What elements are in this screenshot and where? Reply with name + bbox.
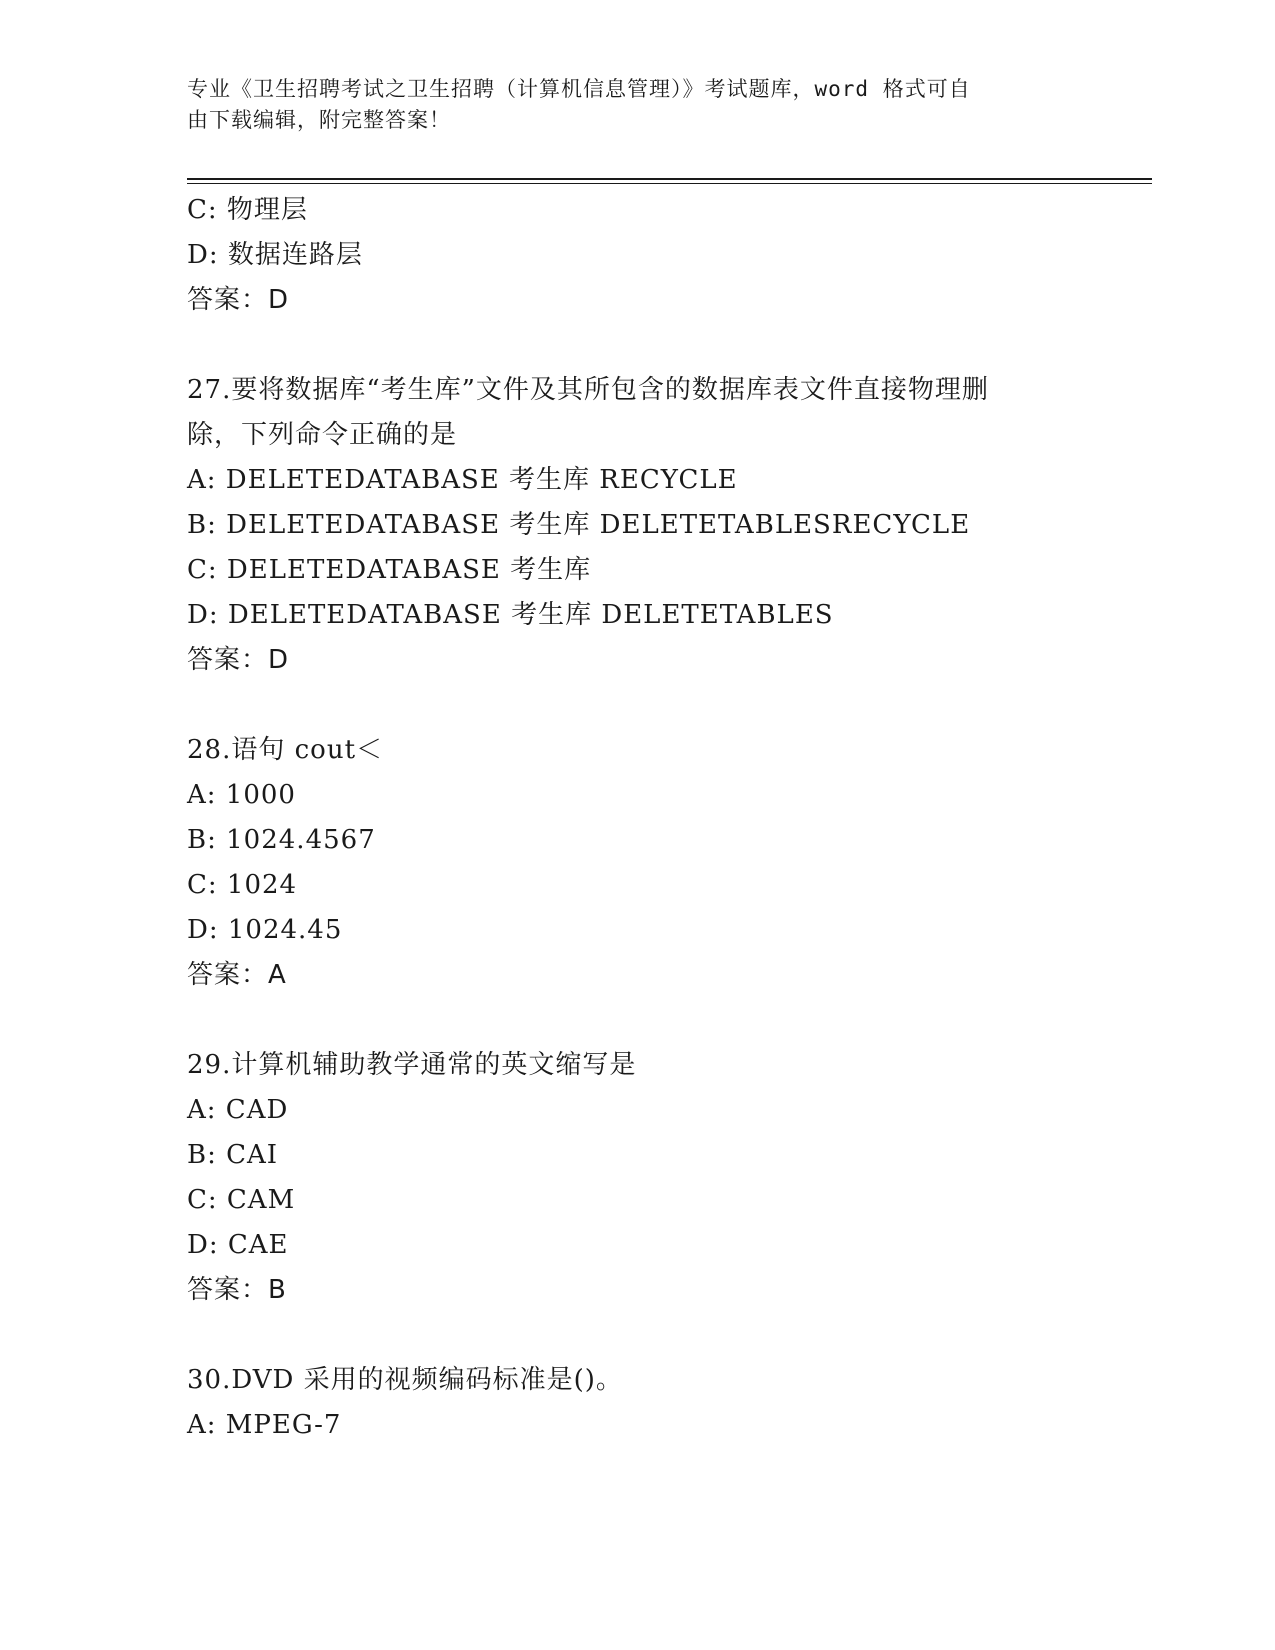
header-rule-thin [187, 183, 1152, 184]
q29-answer: 答案：B [187, 1275, 287, 1305]
prev-option-d: D: 数据连路层 [187, 240, 363, 270]
q30-stem: 30.DVD 采用的视频编码标准是()。 [187, 1365, 623, 1395]
q29-option-a: A: CAD [187, 1095, 289, 1125]
q29-stem: 29.计算机辅助教学通常的英文缩写是 [187, 1050, 637, 1080]
q27-option-d: D: DELETEDATABASE 考生库 DELETETABLES [187, 600, 834, 630]
q28-option-a: A: 1000 [187, 780, 296, 810]
q28-stem: 28.语句 cout＜ [187, 735, 384, 765]
q27-stem-line-1: 27.要将数据库“考生库”文件及其所包含的数据库表文件直接物理删 [187, 375, 989, 405]
header-line-1: 专业《卫生招聘考试之卫生招聘（计算机信息管理）》考试题库，word 格式可自 [187, 77, 971, 101]
document-header [187, 74, 1067, 136]
prev-option-c: C: 物理层 [187, 195, 308, 225]
header-line-2: 由下载编辑，附完整答案！ [187, 108, 451, 132]
prev-answer: 答案：D [187, 285, 290, 315]
q27-option-b: B: DELETEDATABASE 考生库 DELETETABLESRECYCLE [187, 510, 971, 540]
header-rule-thick [187, 178, 1152, 180]
q29-option-d: D: CAE [187, 1230, 289, 1260]
q28-answer: 答案：A [187, 960, 287, 990]
q28-option-d: D: 1024.45 [187, 915, 343, 945]
q28-option-c: C: 1024 [187, 870, 298, 900]
q29-option-c: C: CAM [187, 1185, 296, 1215]
q28-option-b: B: 1024.4567 [187, 825, 376, 855]
q27-option-a: A: DELETEDATABASE 考生库 RECYCLE [187, 465, 738, 495]
q29-option-b: B: CAI [187, 1140, 279, 1170]
q27-answer: 答案：D [187, 645, 290, 675]
q30-option-a: A: MPEG-7 [187, 1410, 342, 1440]
q27-option-c: C: DELETEDATABASE 考生库 [187, 555, 592, 585]
q27-stem-line-2: 除，下列命令正确的是 [187, 420, 458, 450]
